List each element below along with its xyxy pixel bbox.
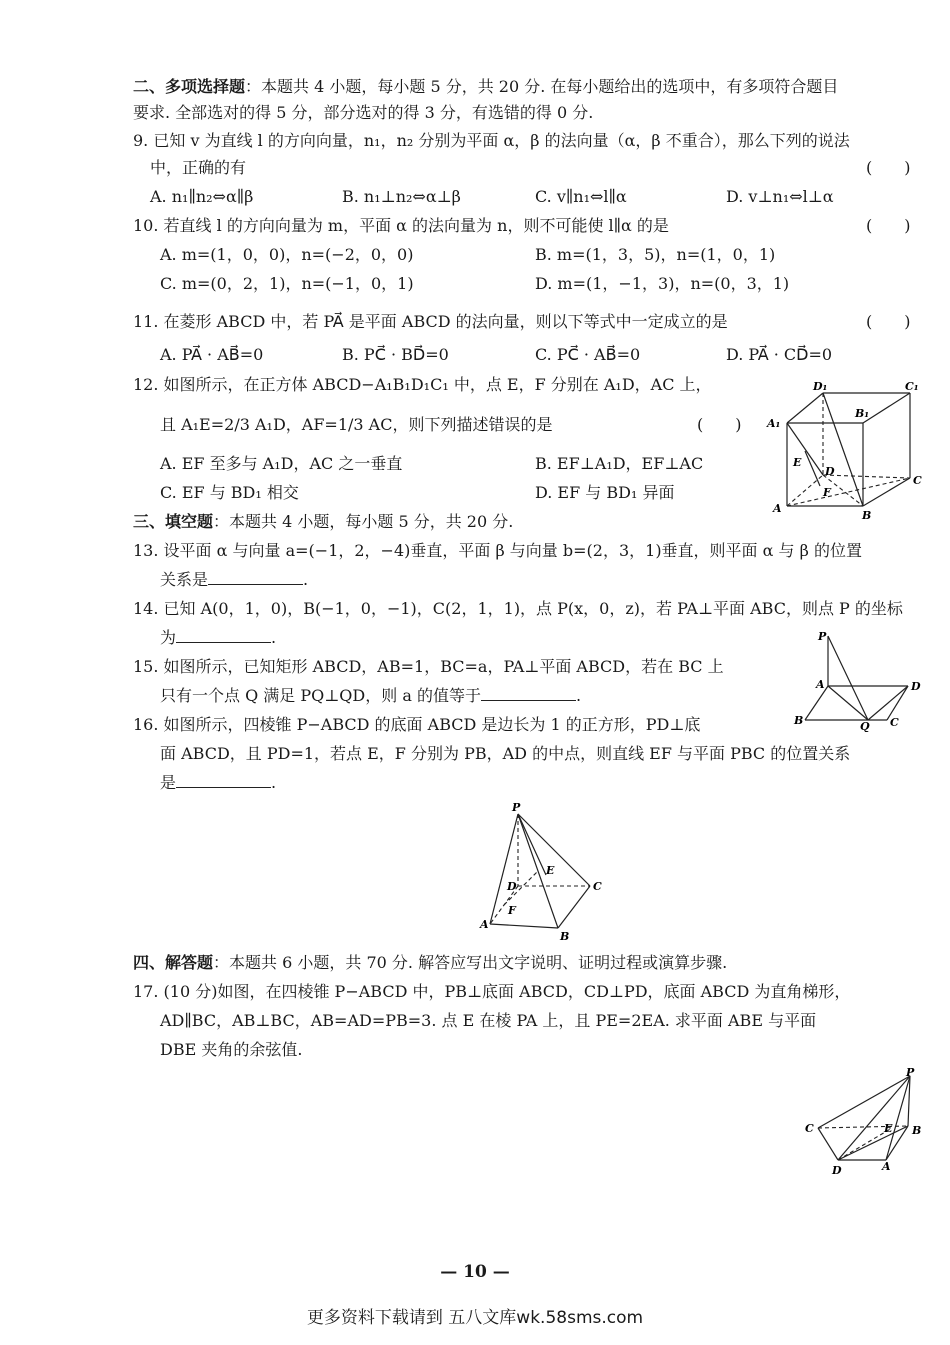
section-2-heading-line [133, 76, 838, 98]
q13-answer-blank[interactable] [208, 570, 303, 585]
q10-stem: 10. 若直线 l 的方向向量为 m，平面 α 的法向量为 n，则不可能使 l∥α 的是 [133, 216, 669, 235]
pyr16-label-b: B [560, 930, 570, 942]
q15-stem-cont-line: 只有一个点 Q 满足 PQ⊥QD，则 a 的值等于 . [160, 686, 582, 705]
q9-option-b: B. n₁⊥n₂⇔α⊥β [342, 187, 461, 206]
q12-cube-figure [765, 378, 925, 523]
q9-stem-cont: 中，正确的有 [150, 158, 247, 177]
q15-figure [790, 628, 930, 732]
q16-answer-blank[interactable] [176, 773, 271, 788]
cube-label-b: B [862, 509, 872, 522]
rect-label-b: B [794, 714, 804, 727]
q12-option-d: D. EF 与 BD₁ 异面 [535, 483, 675, 502]
q9-stem: 9. 已知 v 为直线 l 的方向向量，n₁，n₂ 分别为平面 α，β 的法向量（α，β 不重合），那么下列的说法 [133, 131, 850, 150]
cube-label-b1: B₁ [855, 407, 870, 420]
section-2-title: 二、多项选择题 [133, 77, 246, 96]
q14-stem-cont-line: 为 . [160, 628, 277, 647]
q10-option-c: C. m=(0，2，1)，n=(−1，0，1) [160, 274, 414, 293]
q14-stem: 14. 已知 A(0，1，0)，B(−1，0，−1)，C(2，1，1)，点 P(x，0，z)，若 PA⊥平面 ABC，则点 P 的坐标 [133, 599, 903, 618]
cube-label-d1: D₁ [813, 380, 828, 393]
q13-stem: 13. 设平面 α 与向量 a=(−1，2，−4)垂直，平面 β 与向量 b=(2，3，1)垂直，则平面 α 与 β 的位置 [133, 541, 862, 560]
cube-label-f: F [823, 486, 831, 499]
section-3-instructions: ：本题共 4 小题，每小题 5 分，共 20 分. [213, 512, 514, 531]
q9-option-c: C. v∥n₁⇔l∥α [535, 187, 627, 206]
rect-label-q: Q [860, 720, 870, 732]
rect-label-d: D [911, 680, 921, 693]
q11-answer-paren: ( ) [866, 312, 911, 331]
pyr17-label-e: E [884, 1122, 893, 1135]
pyr17-label-d: D [832, 1164, 842, 1176]
q11-stem: 11. 在菱形 ABCD 中，若 PA⃗ 是平面 ABCD 的法向量，则以下等式中一定成立的是 [133, 312, 728, 331]
pyr17-label-a: A [882, 1160, 891, 1173]
footer-download-note: 更多资料下载请到 五八文库wk.58sms.com [306, 1308, 644, 1328]
pyr16-label-a: A [480, 918, 489, 931]
q12-answer-paren: ( ) [697, 415, 742, 434]
rect-label-c: C [890, 716, 899, 729]
q14-stem-cont: 为 [160, 628, 177, 647]
pyr16-label-e: E [546, 864, 555, 877]
rect-label-p: P [818, 630, 827, 643]
cube-label-e: E [793, 456, 802, 469]
q9-option-a: A. n₁∥n₂⇔α∥β [150, 187, 254, 206]
pyr17-label-p: P [906, 1066, 915, 1079]
cube-label-c1: C₁ [905, 380, 919, 393]
q11-option-a: A. PA⃗ · AB⃗=0 [160, 345, 264, 364]
q16-stem-cont2: 是 [160, 773, 177, 792]
q11-option-d: D. PA⃗ · CD⃗=0 [726, 345, 833, 364]
q9-answer-paren: ( ) [866, 158, 911, 177]
q11-option-b: B. PC⃗ · BD⃗=0 [342, 345, 449, 364]
q12-stem-cont: 且 A₁E=2/3 A₁D，AF=1/3 AC，则下列描述错误的是 [160, 415, 553, 434]
q12-option-b: B. EF⊥A₁D，EF⊥AC [535, 454, 704, 473]
q10-option-b: B. m=(1，3，5)，n=(1，0，1) [535, 245, 776, 264]
q15-answer-blank[interactable] [481, 686, 576, 701]
q12-stem: 12. 如图所示，在正方体 ABCD−A₁B₁D₁C₁ 中，点 E，F 分别在 A₁D，AC 上， [133, 375, 712, 394]
q13-stem-cont: 关系是 [160, 570, 209, 589]
section-4-title: 四、解答题 [133, 953, 214, 972]
pyr17-label-c: C [805, 1122, 814, 1135]
section-3-heading-line [133, 511, 513, 533]
pyr16-label-f: F [508, 904, 516, 917]
cube-label-a: A [773, 502, 782, 515]
q14-answer-blank[interactable] [176, 628, 271, 643]
q10-option-a: A. m=(1，0，0)，n=(−2，0，0) [160, 245, 414, 264]
pyr16-label-d: D [507, 880, 517, 893]
q9-option-d: D. v⊥n₁⇔l⊥α [726, 187, 834, 206]
section-2-instructions-cont: 要求. 全部选对的得 5 分，部分选对的得 3 分，有选错的得 0 分. [133, 103, 594, 122]
q16-stem-cont: 面 ABCD，且 PD=1，若点 E，F 分别为 PB，AD 的中点，则直线 EF 与平面 PBC 的位置关系 [160, 744, 851, 763]
q12-option-c: C. EF 与 BD₁ 相交 [160, 483, 299, 502]
rect-label-a: A [816, 678, 825, 691]
q16-stem: 16. 如图所示，四棱锥 P−ABCD 的底面 ABCD 是边长为 1 的正方形，PD⊥底 [133, 715, 701, 734]
section-3-title: 三、填空题 [133, 512, 214, 531]
pyr16-label-p: P [512, 801, 521, 814]
q11-option-c: C. PC⃗ · AB⃗=0 [535, 345, 641, 364]
section-4-heading-line [133, 952, 727, 974]
q12-option-a: A. EF 至多与 A₁D，AC 之一垂直 [160, 454, 403, 473]
cube-label-c: C [913, 474, 922, 487]
pyr17-label-b: B [912, 1124, 922, 1137]
section-2-instructions: ：本题共 4 小题，每小题 5 分，共 20 分. 在每小题给出的选项中，有多项符合题目 [245, 77, 839, 96]
pyr16-label-c: C [593, 880, 602, 893]
q16-pyramid-figure [476, 800, 611, 942]
q17-stem: 17. (10 分)如图，在四棱锥 P−ABCD 中，PB⊥底面 ABCD，CD⊥PD，底面 ABCD 为直角梯形， [133, 982, 851, 1001]
cube-label-a1: A₁ [767, 417, 781, 430]
section-4-instructions: ：本题共 6 小题，共 70 分. 解答应写出文字说明、证明过程或演算步骤. [213, 953, 728, 972]
q15-stem: 15. 如图所示，已知矩形 ABCD，AB=1，BC=a，PA⊥平面 ABCD，若在 BC 上 [133, 657, 724, 676]
q17-stem-cont2: DBE 夹角的余弦值. [160, 1040, 303, 1059]
q17-pyramid-figure [800, 1066, 930, 1176]
q16-stem-cont2-line: 是 . [160, 773, 277, 792]
q17-stem-cont: AD∥BC，AB⊥BC，AB=AD=PB=3. 点 E 在棱 PA 上，且 PE=2EA. 求平面 ABE 与平面 [160, 1011, 817, 1030]
page-number: — 10 — [440, 1262, 510, 1282]
q10-option-d: D. m=(1，−1，3)，n=(0，3，1) [535, 274, 790, 293]
cube-label-d: D [825, 465, 835, 478]
q10-answer-paren: ( ) [866, 216, 911, 235]
q13-stem-cont-line: 关系是 . [160, 570, 309, 589]
q15-stem-cont: 只有一个点 Q 满足 PQ⊥QD，则 a 的值等于 [160, 686, 481, 705]
